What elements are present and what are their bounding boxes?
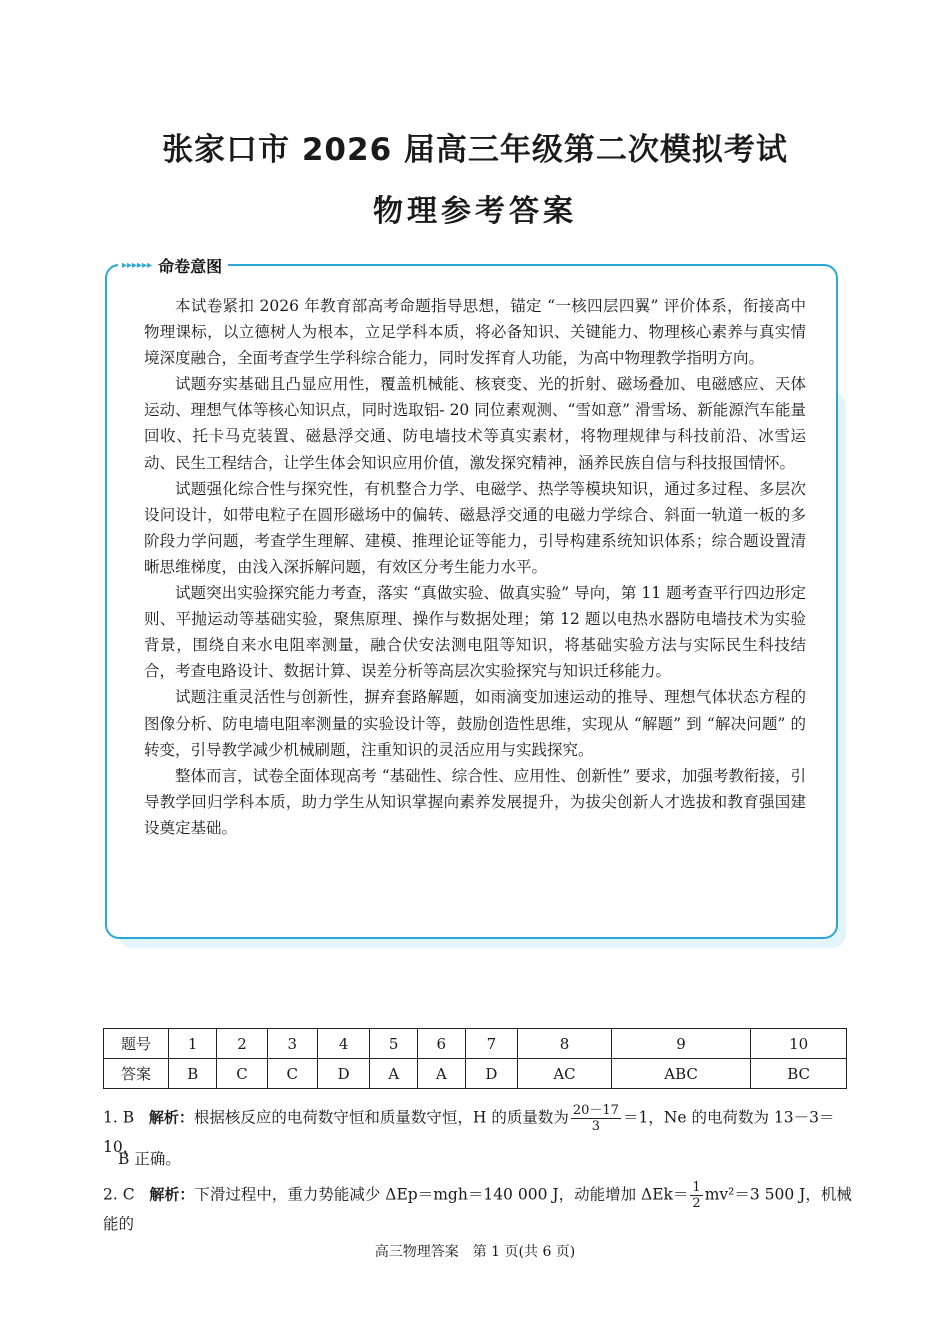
intent-box-text	[144, 293, 806, 841]
answer-table	[103, 1028, 847, 1089]
solution-text: B 正确。	[118, 1150, 181, 1168]
solution-1-continued	[118, 1146, 868, 1172]
question-number: 3	[267, 1029, 317, 1059]
question-number: 8	[518, 1029, 612, 1059]
fraction-denominator: 2	[692, 1196, 701, 1211]
answer-cell: D	[317, 1059, 369, 1089]
question-number: 10	[751, 1029, 847, 1059]
question-number-row	[104, 1029, 847, 1059]
question-number: 2	[217, 1029, 267, 1059]
arrow-icon: ▸▸▸▸▸▸	[122, 259, 153, 271]
answer-cell: B	[169, 1059, 217, 1089]
answer-cell: ABC	[611, 1059, 750, 1089]
answer-cell: A	[370, 1059, 418, 1089]
fraction	[690, 1180, 702, 1211]
solution-text: ＝1，Ne 的电荷数为 13－3＝10，	[103, 1108, 835, 1156]
solution-text: 下滑过程中，重力势能减少 ΔEp＝mgh＝140 000 J，动能增加 ΔEk＝	[194, 1185, 689, 1204]
question-number: 6	[417, 1029, 465, 1059]
intent-paragraph: 试题注重灵活性与创新性，摒弃套路解题，如雨滴变加速运动的推导、理想气体状态方程的图像分析、防电墙电阻率测量的实验设计等，鼓励创造性思维，实现从 “解题” 到 “解决问题” 的转变，引导教学减少机械刷题，注重知识的灵活应用与实践探究。	[144, 688, 806, 759]
solution-text: mv²＝3 500 J，机械能的	[103, 1185, 852, 1233]
fraction	[571, 1103, 621, 1134]
answer-cell: A	[417, 1059, 465, 1089]
row-header: 题号	[104, 1029, 169, 1059]
fraction-denominator: 3	[591, 1119, 601, 1134]
fraction-numerator: 20－17	[572, 1103, 619, 1118]
answer-row	[104, 1059, 847, 1089]
answer-cell: BC	[751, 1059, 847, 1089]
question-number: 7	[465, 1029, 517, 1059]
fraction-numerator: 1	[692, 1180, 701, 1195]
intent-paragraph: 本试卷紧扣 2026 年教育部高考命题指导思想，锚定 “一核四层四翼” 评价体系，衔接高中物理课标，以立德树人为根本，立足学科本质，将必备知识、关键能力、物理核心素养与真实情境深度融合，全面考查学生学科综合能力，同时发挥育人功能，为高中物理教学指明方向。	[144, 297, 806, 368]
page-footer: 高三物理答案 第 1 页(共 6 页)	[374, 1244, 576, 1260]
question-number: 5	[370, 1029, 418, 1059]
answer-subtitle: 物理参考答案	[373, 194, 577, 229]
intent-paragraph: 试题突出实验探究能力考查，落实 “真做实验、做真实验” 导向，第 11 题考查平行四边形定则、平抛运动等基础实验，聚焦原理、操作与数据处理；第 12 题以电热水器防电墙技术为实验背景，围绕自来水电阻率测量，融合伏安法测电阻等知识，将基础实验方法与实际民生科技结合，考查电路设计、数据计算、误差分析等高层次实验探究与知识迁移能力。	[144, 584, 806, 681]
intent-box-title: 命卷意图	[158, 256, 223, 276]
intent-box-label	[118, 253, 228, 277]
solution-answer: 1. B	[103, 1108, 135, 1127]
solution-text: 根据核反应的电荷数守恒和质量数守恒，H 的质量数为	[193, 1108, 569, 1127]
answer-cell: D	[465, 1059, 517, 1089]
question-number: 9	[611, 1029, 750, 1059]
exam-title: 张家口市 2026 届高三年级第二次模拟考试	[162, 132, 788, 168]
solution-answer: 2. C	[103, 1185, 135, 1204]
solution-label: 解析：	[149, 1185, 195, 1204]
row-header: 答案	[104, 1059, 169, 1089]
solution-label: 解析：	[148, 1108, 194, 1127]
answer-cell: C	[217, 1059, 267, 1089]
intent-paragraph: 整体而言，试卷全面体现高考 “基础性、综合性、应用性、创新性” 要求，加强考教衔接，引导教学回归学科本质，助力学生从知识掌握向素养发展提升，为拔尖创新人才选拔和教育强国建设奠定基础。	[144, 766, 806, 837]
answer-cell: AC	[518, 1059, 612, 1089]
question-number: 4	[317, 1029, 369, 1059]
intent-paragraph: 试题强化综合性与探究性，有机整合力学、电磁学、热学等模块知识，通过多过程、多层次设问设计，如带电粒子在圆形磁场中的偏转、磁悬浮交通的电磁力学综合、斜面一轨道一板的多阶段力学问题，考查学生理解、建模、推理论证等能力，引导构建系统知识体系；综合题设置清晰思维梯度，由浅入深拆解问题，有效区分考生能力水平。	[144, 479, 806, 576]
answer-cell: C	[267, 1059, 317, 1089]
solution-2	[103, 1180, 853, 1237]
intent-paragraph: 试题夯实基础且凸显应用性，覆盖机械能、核衰变、光的折射、磁场叠加、电磁感应、天体运动、理想气体等核心知识点，同时选取铝- 20 同位素观测、“雪如意” 滑雪场、新能源汽车能量回收、托卡马克装置、磁悬浮交通、防电墙技术等真实素材，将物理规律与科技前沿、冰雪运动、民生工程结合，让学生体会知识应用价值，激发探究精神，涵养民族自信与科技报国情怀。	[144, 375, 806, 472]
question-number: 1	[169, 1029, 217, 1059]
